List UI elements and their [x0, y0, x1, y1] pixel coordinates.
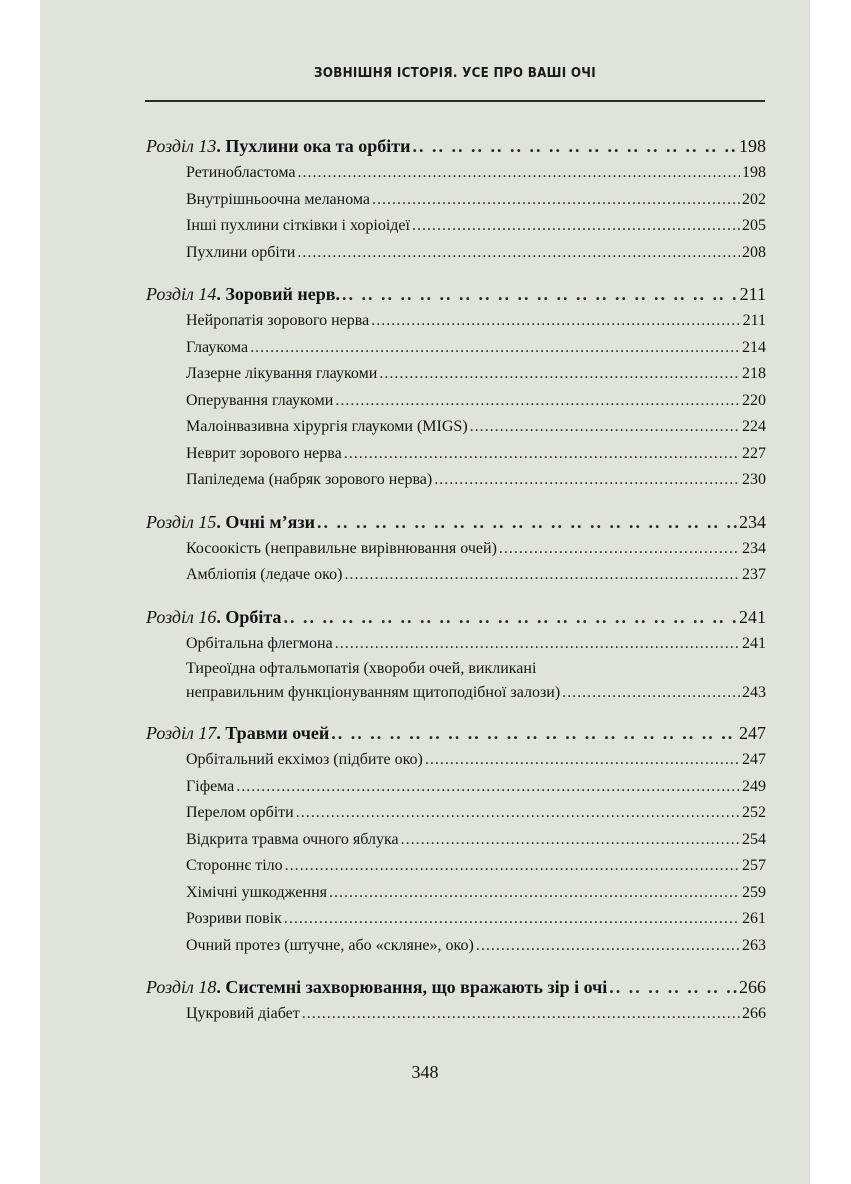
toc-entry[interactable] — [146, 1001, 766, 1028]
entry-title: Неврит зорового нерва — [186, 444, 342, 462]
leader-dots — [379, 361, 740, 388]
entry-title: Хімічні ушкодження — [186, 883, 328, 901]
toc-section-heading[interactable] — [146, 973, 766, 1001]
page-number: 211 — [739, 284, 766, 304]
leader-dots — [329, 880, 740, 907]
toc-section-18 — [146, 973, 766, 1028]
leader-dots — [412, 132, 737, 160]
toc-section-15 — [146, 508, 766, 589]
toc-section-heading[interactable] — [146, 508, 766, 536]
toc-entry[interactable] — [146, 933, 766, 960]
page-number: 263 — [742, 936, 766, 954]
entry-title: Ретинобластома — [186, 164, 296, 181]
toc-entry[interactable] — [146, 308, 766, 335]
leader-dots — [283, 603, 737, 631]
entry-title: Гіфема — [186, 777, 235, 795]
entry-title: Цукровий діабет — [186, 1005, 300, 1022]
leader-dots — [609, 973, 737, 1001]
page-number: 208 — [742, 243, 766, 261]
leader-dots — [470, 414, 740, 441]
toc-entry[interactable] — [146, 441, 766, 468]
section-title: Очні м’язи — [225, 511, 315, 532]
toc-section-heading[interactable] — [146, 132, 766, 160]
leader-dots — [562, 681, 740, 705]
toc-entry[interactable] — [146, 747, 766, 774]
section-label: Розділ 14 — [146, 284, 217, 304]
entry-title: Пухлини орбіти — [186, 243, 296, 261]
page-number: 234 — [742, 539, 766, 557]
toc-section-16 — [146, 603, 766, 706]
toc-section-heading[interactable] — [146, 603, 766, 631]
page-number: 259 — [742, 883, 766, 901]
section-title-sep: . — [216, 136, 226, 156]
leader-dots — [412, 213, 740, 240]
entry-title: Малоінвазивна хірургія глаукоми (MIGS) — [186, 418, 468, 435]
section-title: Зоровий нерв. — [225, 284, 340, 304]
section-label: Розділ 16 — [146, 606, 217, 627]
section-label: Розділ 13 — [146, 136, 217, 156]
leader-dots — [499, 536, 740, 563]
toc-entry[interactable] — [146, 414, 766, 441]
page-number: 234 — [739, 511, 766, 532]
page-number: 254 — [742, 830, 766, 848]
leader-dots — [434, 467, 740, 494]
page-number: 227 — [742, 444, 766, 462]
leader-dots — [335, 388, 740, 415]
toc-entry-multiline[interactable] — [146, 657, 766, 705]
toc-entry[interactable] — [146, 800, 766, 827]
section-title-sep: . — [216, 511, 226, 532]
page-number: 230 — [742, 471, 766, 488]
leader-dots — [297, 160, 740, 187]
leader-dots — [317, 508, 737, 536]
leader-dots — [285, 853, 740, 880]
entry-title: Папіледема (набряк зорового нерва) — [186, 471, 433, 488]
entry-title: Інші пухлини сітківки і хоріоідеї — [186, 217, 410, 234]
entry-title-line1: Тиреоїдна офтальмопатія (хвороби очей, викликані — [186, 660, 537, 677]
section-label: Розділ 15 — [146, 511, 217, 532]
entry-title: Лазерне лікування глаукоми — [186, 365, 378, 382]
toc-entry[interactable] — [146, 388, 766, 415]
page-number: 252 — [742, 804, 766, 821]
leader-dots — [401, 827, 740, 854]
page-number: 241 — [739, 606, 766, 627]
entry-title: Глаукома — [186, 338, 249, 356]
page-number: 241 — [742, 634, 766, 652]
page-number: 205 — [742, 217, 766, 234]
toc-entry[interactable] — [146, 536, 766, 563]
toc-entry[interactable] — [146, 187, 766, 214]
section-title: Орбіта — [225, 606, 282, 627]
entry-title: Оперування глаукоми — [186, 391, 334, 409]
section-title: Системні захворювання, що вражають зір і очі — [225, 977, 608, 997]
toc-entry[interactable] — [146, 335, 766, 362]
leader-dots — [476, 933, 740, 960]
leader-dots — [297, 240, 740, 267]
section-title-sep: . — [216, 977, 226, 997]
section-title-sep: . — [216, 723, 226, 743]
toc-entry[interactable] — [146, 160, 766, 187]
page-number: 266 — [742, 1005, 766, 1022]
page-number: 211 — [742, 312, 766, 329]
entry-title: Очний протез (штучне, або «скляне», око) — [186, 936, 474, 954]
leader-dots — [250, 335, 740, 362]
entry-title: Орбітальний екхімоз (підбите око) — [186, 751, 423, 768]
toc-entry[interactable] — [146, 361, 766, 388]
leader-dots — [331, 719, 737, 747]
toc-section-heading[interactable] — [146, 280, 766, 308]
entry-title-line2: неправильним функціонуванням щитоподібної залози) — [186, 684, 561, 701]
leader-dots — [344, 441, 740, 468]
page-number: 220 — [742, 391, 766, 409]
running-head: ЗОВНІШНЯ ІСТОРІЯ. УСЕ ПРО ВАШІ ОЧІ — [314, 66, 596, 81]
leader-dots — [335, 631, 740, 658]
toc-entry[interactable] — [146, 562, 766, 589]
toc-entry[interactable] — [146, 906, 766, 933]
book-page — [40, 0, 810, 1184]
toc-entry[interactable] — [146, 827, 766, 854]
page-number: 218 — [742, 365, 766, 382]
entry-title: Косоокість (неправильне вирівнювання очей) — [186, 539, 497, 557]
page-number: 243 — [742, 684, 766, 701]
section-title-sep: . — [216, 606, 226, 627]
entry-title: Перелом орбіти — [186, 804, 294, 821]
page-number: 247 — [742, 751, 766, 768]
toc-entry[interactable] — [146, 213, 766, 240]
leader-dots — [425, 747, 740, 774]
entry-title: Орбітальна флегмона — [186, 634, 333, 652]
page-number-footer: 348 — [411, 1062, 439, 1082]
page-number: 249 — [742, 777, 766, 795]
entry-title: Розриви повік — [186, 910, 282, 927]
toc-section-13 — [146, 132, 766, 266]
page-number: 247 — [739, 723, 766, 743]
section-label: Розділ 17 — [146, 723, 217, 743]
leader-dots — [342, 280, 738, 308]
section-title: Травми очей — [225, 723, 330, 743]
toc-entry[interactable] — [146, 853, 766, 880]
leader-dots — [344, 562, 740, 589]
table-of-contents — [146, 132, 766, 1042]
page-number: 202 — [742, 190, 766, 208]
toc-section-17 — [146, 719, 766, 959]
page-number: 198 — [742, 164, 766, 181]
toc-section-14 — [146, 280, 766, 494]
toc-section-heading[interactable] — [146, 719, 766, 747]
entry-title: Відкрита травма очного яблука — [186, 830, 399, 848]
leader-dots — [372, 187, 740, 214]
entry-title: Внутрішньоочна меланома — [186, 190, 371, 208]
toc-entry[interactable] — [146, 240, 766, 267]
leader-dots — [371, 308, 740, 335]
page-number: 198 — [739, 136, 766, 156]
page-number: 214 — [742, 338, 766, 356]
toc-entry[interactable] — [146, 774, 766, 801]
page-number: 257 — [742, 857, 766, 874]
header-rule — [145, 100, 765, 102]
toc-entry[interactable] — [146, 880, 766, 907]
entry-title: Нейропатія зорового нерва — [186, 312, 370, 329]
page-number: 261 — [742, 910, 766, 927]
leader-dots — [296, 800, 740, 827]
page-number: 266 — [739, 977, 766, 997]
page-number: 237 — [742, 566, 766, 583]
entry-title: Стороннє тіло — [186, 857, 283, 874]
section-title: Пухлини ока та орбіти — [225, 136, 411, 156]
entry-title: Амбліопія (ледаче око) — [186, 566, 343, 583]
section-title-sep: . — [216, 284, 226, 304]
leader-dots — [302, 1001, 740, 1028]
leader-dots — [236, 774, 740, 801]
leader-dots — [284, 906, 740, 933]
toc-entry[interactable] — [146, 467, 766, 494]
entry-title-line2-row — [186, 681, 766, 705]
section-label: Розділ 18 — [146, 977, 217, 997]
page-number: 224 — [742, 418, 766, 435]
toc-entry[interactable] — [146, 631, 766, 658]
